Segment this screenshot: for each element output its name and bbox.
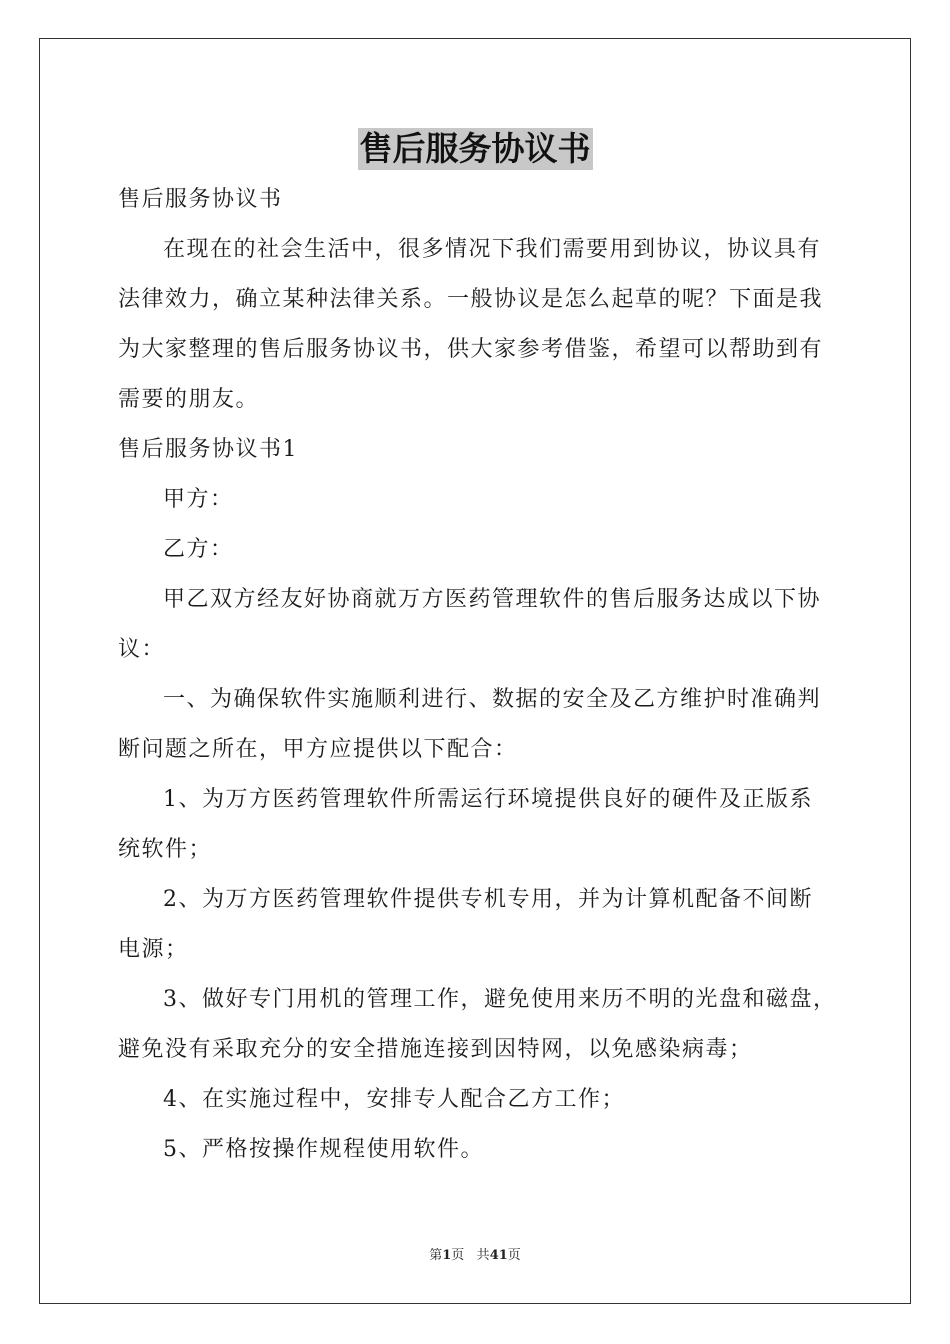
- page-number: 1: [442, 1248, 452, 1263]
- party-b-line: 乙方：: [163, 537, 234, 562]
- subtitle-line: 售后服务协议书: [118, 187, 283, 212]
- paragraph-line: 在现在的社会生活中，很多情况下我们需要用到协议，协议具有: [163, 237, 822, 262]
- title-wrap: [0, 128, 950, 170]
- clause-item-3: 3、做好专门用机的管理工作，避免使用来历不明的光盘和磁盘，: [163, 987, 837, 1012]
- total-pages: 41: [489, 1248, 508, 1263]
- paragraph-line: 为大家整理的售后服务协议书，供大家参考借鉴，希望可以帮助到有: [118, 337, 824, 362]
- page-footer: [0, 1247, 950, 1265]
- total-prefix: 共: [476, 1248, 490, 1263]
- party-a-line: 甲方：: [163, 487, 234, 512]
- paragraph-line: 需要的朋友。: [118, 387, 260, 412]
- clause-item-3-cont: 避免没有采取充分的安全措施连接到因特网，以免感染病毒；: [118, 1037, 753, 1062]
- page-prefix: 第: [429, 1248, 443, 1263]
- clause-item-1: 1、为万方医药管理软件所需运行环境提供良好的硬件及正版系: [163, 787, 813, 812]
- paragraph-line: 甲乙双方经友好协商就万方医药管理软件的售后服务达成以下协: [163, 587, 822, 612]
- clause-line: 一、为确保软件实施顺利进行、数据的安全及乙方维护时准确判: [163, 687, 822, 712]
- section-heading: 售后服务协议书1: [118, 437, 298, 462]
- document-title: 售后服务协议书: [359, 129, 591, 168]
- clause-item-4: 4、在实施过程中，安排专人配合乙方工作；: [163, 1087, 625, 1112]
- clause-item-2: 2、为万方医药管理软件提供专机专用，并为计算机配备不间断: [163, 887, 813, 912]
- paragraph-line: 议：: [118, 637, 166, 662]
- clause-item-5: 5、严格按操作规程使用软件。: [163, 1137, 484, 1162]
- paragraph-line: 法律效力，确立某种法律关系。一般协议是怎么起草的呢？下面是我: [118, 287, 824, 312]
- clause-item-1-cont: 统软件；: [118, 837, 213, 862]
- page-suffix: 页: [451, 1248, 465, 1263]
- total-suffix: 页: [507, 1248, 521, 1263]
- clause-item-2-cont: 电源；: [118, 937, 189, 962]
- clause-line: 断问题之所在，甲方应提供以下配合：: [118, 737, 518, 762]
